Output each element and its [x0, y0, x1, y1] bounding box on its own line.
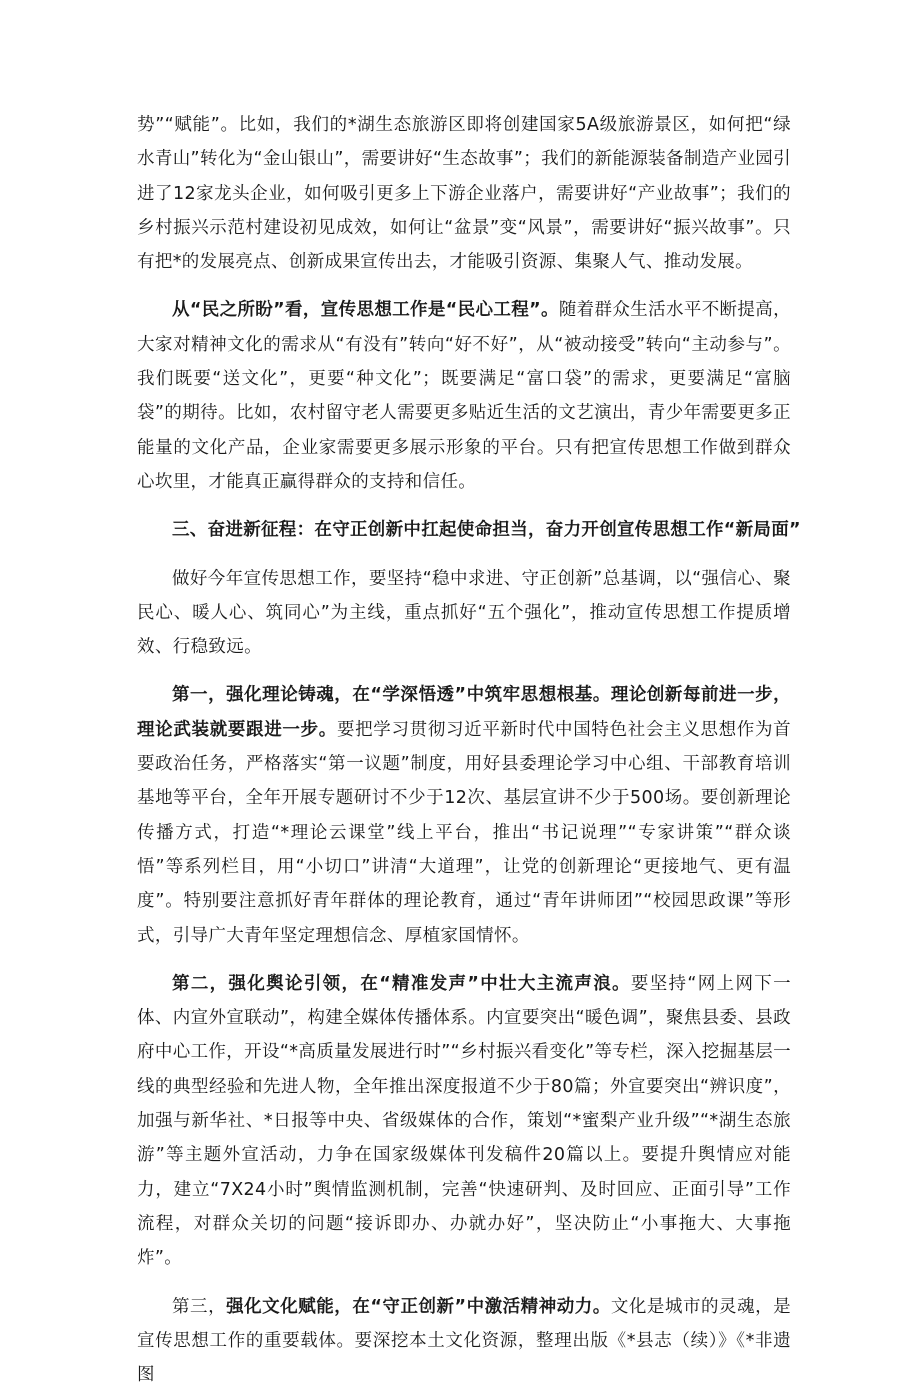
- paragraph-lead: 强化文化赋能，在“守正创新”中激活精神动力。: [226, 1297, 611, 1317]
- paragraph-body: 随着群众生活水平不断提高，大家对精神文化的需求从“有没有”转向“好不好”，从“被动接受”转向“主动参与”。我们既要“送文化”，更要“种文化”；既要满足“富口袋”的需求，更要满足“富脑袋”的期待。比如，农村留守老人需要更多贴近生活的文艺演出，青少年需要更多正能量的文化产品，企业家需要更多展示形象的平台。只有把宣传思想工作做到群众心坎里，才能真正赢得群众的支持和信任。: [137, 300, 791, 491]
- paragraph-body: 要坚持“网上网下一体、内宣外宣联动”，构建全媒体传播体系。内宣要突出“暖色调”，聚焦县委、县政府中心工作，开设“*高质量发展进行时”“乡村振兴看变化”等专栏，深入挖掘基层一线的典型经验和先进人物，全年推出深度报道不少于80篇；外宣要突出“辨识度”，加强与新华社、*日报等中央、省级媒体的合作，策划“*蜜梨产业升级”“*湖生态旅游”等主题外宣活动，力争在国家级媒体刊发稿件20篇以上。要提升舆情应对能力，建立“7X24小时”舆情监测机制，完善“快速研判、及时回应、正面引导”工作流程，对群众关切的问题“接诉即办、办就办好”，坚决防止“小事拖大、大事拖炸”。: [137, 974, 791, 1268]
- section-heading-3: 三、奋进新征程：在守正创新中扛起使命担当，奋力开创宣传思想工作“新局面”: [137, 513, 791, 547]
- paragraph-prefix: 第三，: [172, 1297, 226, 1317]
- paragraph-overall-tone: 做好今年宣传思想工作，要坚持“稳中求进、守正创新”总基调，以“强信心、聚民心、暖人心、筑同心”为主线，重点抓好“五个强化”，推动宣传思想工作提质增效、行稳致远。: [137, 562, 791, 665]
- paragraph-culture: [137, 1290, 791, 1392]
- document-page: [137, 108, 791, 1392]
- paragraph-lead: 第一，强化理论铸魂，在“学深悟透”中筑牢思想根基。理论创新每前进一步，理论武装就要跟进一步。: [137, 685, 791, 739]
- paragraph-lead: 第二，强化舆论引领，在“精准发声”中壮大主流声浪。: [172, 974, 631, 994]
- paragraph-public-opinion: [137, 967, 791, 1276]
- paragraph-body: 文化是城市的灵魂，是宣传思想工作的重要载体。要深挖本土文化资源，整理出版《*县志（续）》《*非遗图: [137, 1297, 791, 1386]
- paragraph-body: 要把学习贯彻习近平新时代中国特色社会主义思想作为首要政治任务，严格落实“第一议题”制度，用好县委理论学习中心组、干部教育培训基地等平台，全年开展专题研讨不少于12次、基层宣讲不少于500场。要创新理论传播方式，打造“*理论云课堂”线上平台，推出“书记说理”“专家讲策”“群众谈悟”等系列栏目，用“小切口”讲清“大道理”，让党的创新理论“更接地气、更有温度”。特别要注意抓好青年群体的理论教育，通过“青年讲师团”“校园思政课”等形式，引导广大青年坚定理想信念、厚植家国情怀。: [137, 720, 791, 946]
- paragraph-theory: [137, 678, 791, 952]
- paragraph-development-stories: 势”“赋能”。比如，我们的*湖生态旅游区即将创建国家5A级旅游景区，如何把“绿水青山”转化为“金山银山”，需要讲好“生态故事”；我们的新能源装备制造产业园引进了12家龙头企业，如何吸引更多上下游企业落户，需要讲好“产业故事”；我们的乡村振兴示范村建设初见成效，如何让“盆景”变“风景”，需要讲好“振兴故事”。只有把*的发展亮点、创新成果宣传出去，才能吸引资源、集聚人气、推动发展。: [137, 108, 791, 279]
- paragraph-people-project: [137, 293, 791, 499]
- paragraph-lead: 从“民之所盼”看，宣传思想工作是“民心工程”。: [172, 300, 559, 320]
